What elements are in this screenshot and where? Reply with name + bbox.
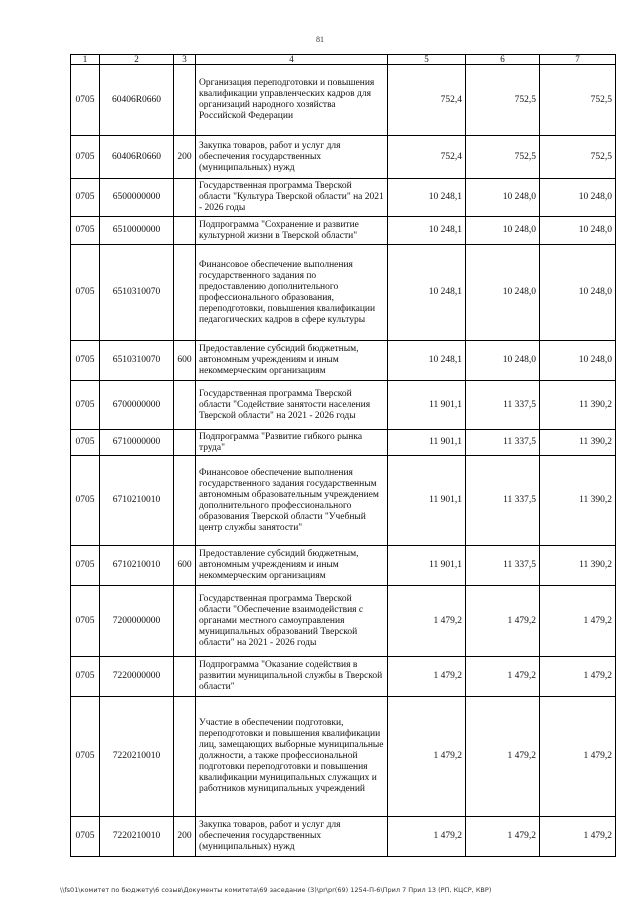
- amount-col5: 1 479,2: [388, 697, 466, 817]
- amount-col5: 1 479,2: [388, 817, 466, 857]
- table-row: [71, 697, 616, 817]
- expense-type-code: [174, 456, 196, 546]
- table-row: [71, 136, 616, 179]
- page-number: 81: [316, 35, 324, 44]
- header-cell: 2: [100, 55, 174, 65]
- expense-type-code: [174, 65, 196, 136]
- target-article-code: 6710000000: [100, 430, 174, 456]
- header-cell: 6: [466, 55, 540, 65]
- expense-type-code: [174, 657, 196, 697]
- table-row: [71, 546, 616, 586]
- header-cell: 5: [388, 55, 466, 65]
- section-code: 0705: [71, 245, 100, 341]
- amount-col5: 1 479,2: [388, 657, 466, 697]
- amount-col7: 10 248,0: [540, 341, 616, 381]
- amount-col7: 1 479,2: [540, 817, 616, 857]
- table-row: [71, 456, 616, 546]
- row-description: Подпрограмма "Развитие гибкого рынка труда": [196, 430, 388, 456]
- amount-col5: 10 248,1: [388, 245, 466, 341]
- row-description: Предоставление субсидий бюджетным, автономным учреждениям и иным некоммерческим организациям: [196, 341, 388, 381]
- amount-col6: 11 337,5: [466, 430, 540, 456]
- section-code: 0705: [71, 456, 100, 546]
- section-code: 0705: [71, 586, 100, 657]
- section-code: 0705: [71, 217, 100, 245]
- target-article-code: 7220000000: [100, 657, 174, 697]
- target-article-code: 6510310070: [100, 341, 174, 381]
- amount-col5: 752,4: [388, 65, 466, 136]
- amount-col6: 10 248,0: [466, 341, 540, 381]
- amount-col7: 10 248,0: [540, 245, 616, 341]
- target-article-code: 60406R0660: [100, 136, 174, 179]
- amount-col5: 11 901,1: [388, 381, 466, 430]
- section-code: 0705: [71, 65, 100, 136]
- target-article-code: 60406R0660: [100, 65, 174, 136]
- target-article-code: 7220210010: [100, 817, 174, 857]
- target-article-code: 6710210010: [100, 546, 174, 586]
- expense-type-code: 200: [174, 136, 196, 179]
- section-code: 0705: [71, 341, 100, 381]
- table-row: [71, 586, 616, 657]
- amount-col7: 1 479,2: [540, 657, 616, 697]
- header-cell: 1: [71, 55, 100, 65]
- target-article-code: 6700000000: [100, 381, 174, 430]
- amount-col6: 10 248,0: [466, 217, 540, 245]
- section-code: 0705: [71, 817, 100, 857]
- amount-col6: 11 337,5: [466, 456, 540, 546]
- section-code: 0705: [71, 546, 100, 586]
- header-cell: 7: [540, 55, 616, 65]
- table-row: [71, 245, 616, 341]
- target-article-code: 7220210010: [100, 697, 174, 817]
- budget-table: [70, 54, 616, 857]
- target-article-code: 6510310070: [100, 245, 174, 341]
- amount-col7: 11 390,2: [540, 456, 616, 546]
- target-article-code: 6710210010: [100, 456, 174, 546]
- row-description: Закупка товаров, работ и услуг для обеспечения государственных (муниципальных) нужд: [196, 136, 388, 179]
- amount-col6: 10 248,0: [466, 245, 540, 341]
- expense-type-code: 200: [174, 817, 196, 857]
- amount-col6: 1 479,2: [466, 817, 540, 857]
- section-code: 0705: [71, 697, 100, 817]
- table-row: [71, 217, 616, 245]
- table-row: [71, 381, 616, 430]
- amount-col5: 10 248,1: [388, 217, 466, 245]
- table-row: [71, 341, 616, 381]
- expense-type-code: [174, 697, 196, 817]
- amount-col5: 10 248,1: [388, 179, 466, 217]
- amount-col7: 1 479,2: [540, 586, 616, 657]
- row-description: Подпрограмма "Сохранение и развитие культурной жизни в Тверской области": [196, 217, 388, 245]
- amount-col7: 11 390,2: [540, 381, 616, 430]
- amount-col5: 11 901,1: [388, 430, 466, 456]
- amount-col5: 10 248,1: [388, 341, 466, 381]
- amount-col5: 11 901,1: [388, 456, 466, 546]
- file-path-footer: \\fs01\комитет по бюджету\6 созыв\Документы комитета\69 заседание (3)\pr\pr(69) 1254-П-6\Прил 7 Прил 13 (РП, КЦСР, КВР): [60, 886, 492, 894]
- amount-col6: 10 248,0: [466, 179, 540, 217]
- target-article-code: 7200000000: [100, 586, 174, 657]
- expense-type-code: [174, 430, 196, 456]
- table-row: [71, 179, 616, 217]
- row-description: Закупка товаров, работ и услуг для обеспечения государственных (муниципальных) нужд: [196, 817, 388, 857]
- amount-col7: 1 479,2: [540, 697, 616, 817]
- target-article-code: 6500000000: [100, 179, 174, 217]
- section-code: 0705: [71, 381, 100, 430]
- row-description: Финансовое обеспечение выполнения государственного задания по предоставлению дополнительного профессионального образования, переподготовки, повышения квалификации педагогических кадров в сфере культуры: [196, 245, 388, 341]
- amount-col5: 11 901,1: [388, 546, 466, 586]
- amount-col6: 752,5: [466, 136, 540, 179]
- section-code: 0705: [71, 136, 100, 179]
- amount-col7: 10 248,0: [540, 217, 616, 245]
- amount-col6: 11 337,5: [466, 546, 540, 586]
- section-code: 0705: [71, 657, 100, 697]
- amount-col5: 752,4: [388, 136, 466, 179]
- amount-col6: 1 479,2: [466, 697, 540, 817]
- header-cell: 3: [174, 55, 196, 65]
- expense-type-code: [174, 381, 196, 430]
- header-row: [71, 55, 616, 65]
- expense-type-code: 600: [174, 546, 196, 586]
- table-row: [71, 657, 616, 697]
- row-description: Государственная программа Тверской области "Содействие занятости населения Тверской области" на 2021 - 2026 годы: [196, 381, 388, 430]
- amount-col6: 1 479,2: [466, 657, 540, 697]
- expense-type-code: [174, 217, 196, 245]
- expense-type-code: [174, 179, 196, 217]
- table-row: [71, 65, 616, 136]
- section-code: 0705: [71, 179, 100, 217]
- row-description: Участие в обеспечении подготовки, переподготовки и повышения квалификации лиц, замещающих выборные муниципальные должности, а также профессиональной подготовки переподготовки и повышения квалификации муниципальных служащих и работников муниципальных учреждений: [196, 697, 388, 817]
- row-description: Финансовое обеспечение выполнения государственного задания государственным автономным образовательным учреждением дополнительного профессионального образования Тверской области "Учебный центр службы занятости": [196, 456, 388, 546]
- amount-col7: 11 390,2: [540, 430, 616, 456]
- section-code: 0705: [71, 430, 100, 456]
- expense-type-code: [174, 586, 196, 657]
- amount-col7: 752,5: [540, 136, 616, 179]
- row-description: Государственная программа Тверской области "Культура Тверской области" на 2021 - 2026 годы: [196, 179, 388, 217]
- header-cell: 4: [196, 55, 388, 65]
- row-description: Организация переподготовки и повышения квалификации управленческих кадров для организаций народного хозяйства Российской Федерации: [196, 65, 388, 136]
- amount-col6: 752,5: [466, 65, 540, 136]
- amount-col7: 10 248,0: [540, 179, 616, 217]
- table-row: [71, 430, 616, 456]
- row-description: Подпрограмма "Оказание содействия в развитии муниципальной службы в Тверской области": [196, 657, 388, 697]
- amount-col6: 1 479,2: [466, 586, 540, 657]
- amount-col5: 1 479,2: [388, 586, 466, 657]
- row-description: Предоставление субсидий бюджетным, автономным учреждениям и иным некоммерческим организациям: [196, 546, 388, 586]
- expense-type-code: 600: [174, 341, 196, 381]
- amount-col6: 11 337,5: [466, 381, 540, 430]
- amount-col7: 11 390,2: [540, 546, 616, 586]
- amount-col7: 752,5: [540, 65, 616, 136]
- target-article-code: 6510000000: [100, 217, 174, 245]
- expense-type-code: [174, 245, 196, 341]
- table-row: [71, 817, 616, 857]
- row-description: Государственная программа Тверской области "Обеспечение взаимодействия с органами местного самоуправления муниципальных образований Тверской области" на 2021 - 2026 годы: [196, 586, 388, 657]
